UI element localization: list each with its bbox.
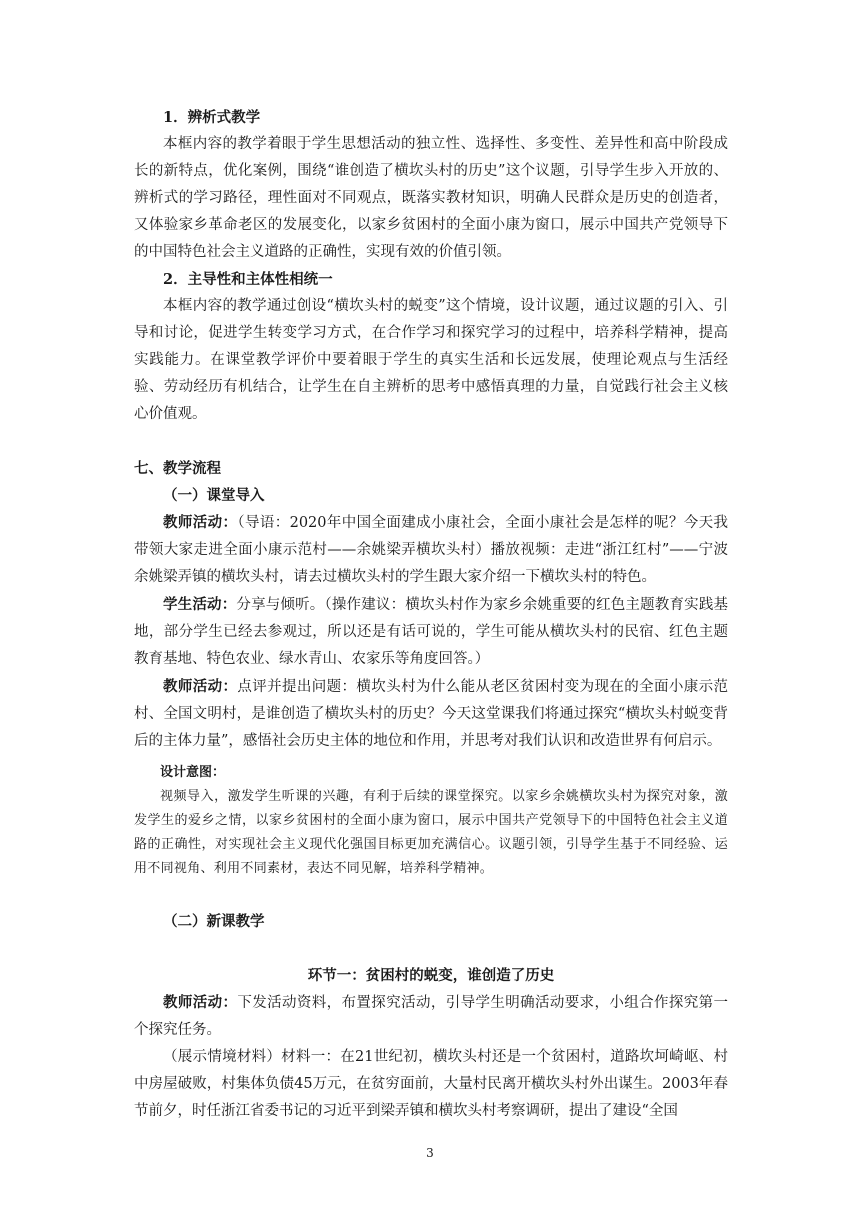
page-content xyxy=(134,104,728,1125)
design-intent-label: 设计意图： xyxy=(160,765,226,780)
section-heading-dialectical-teaching: 1．辨析式教学 xyxy=(163,109,261,126)
paragraph-student-activity xyxy=(134,591,728,673)
paragraph-teacher-activity-3 xyxy=(134,989,728,1044)
page-number: 3 xyxy=(426,1146,434,1160)
section-heading-leading-and-subject: 2．主导性和主体性相统一 xyxy=(163,271,333,288)
teacher-activity-text: （导语：2020年中国全面建成小康社会，全面小康社会是怎样的呢？今天我带领大家走进全面小康示范村——余姚梁弄横坎头村）播放视频：走进“浙江红村”——宁波余姚梁弄镇的横坎头村，请去过横坎头村的学生跟大家介绍一下横坎头村的特色。 xyxy=(134,515,728,585)
link-one-title: 环节一：贫困村的蜕变，谁创造了历史 xyxy=(307,967,555,984)
teacher-activity-text: 下发活动资料，布置探究活动，引导学生明确活动要求，小组合作探究第一个探究任务。 xyxy=(134,995,729,1038)
paragraph-teacher-activity-1 xyxy=(134,509,728,591)
paragraph-teacher-activity-2 xyxy=(134,673,728,755)
design-intent-text: 视频导入，激发学生听课的兴趣，有利于后续的课堂探究。以家乡余姚横坎头村为探究对象，激发学生的爱乡之情，以家乡贫困村的全面小康为窗口，展示中国共产党领导下的中国特色社会主义道路的正确性，对实现社会主义现代化强国目标更加充满信心。议题引领，引导学生基于不同经验、运用不同视角、利用不同素材，表达不同见解，培养科学精神。 xyxy=(134,789,728,876)
subheading-new-lesson: （二）新课教学 xyxy=(163,913,265,930)
spacer xyxy=(134,428,728,455)
teacher-activity-label: 教师活动： xyxy=(163,994,238,1011)
spacer xyxy=(134,881,728,908)
teacher-activity-label: 教师活动： xyxy=(163,678,238,695)
teacher-activity-label: 教师活动： xyxy=(163,514,238,531)
paragraph-material-one: （展示情境材料）材料一：在21世纪初，横坎头村还是一个贫困村，道路坎坷崎岖、村中房屋破败，村集体负债45万元，在贫穷面前，大量村民离开横坎头村外出谋生。2003年春节前夕，时任浙江省委书记的习近平到梁弄镇和横坎头村考察调研，提出了建设“全国 xyxy=(134,1049,728,1119)
student-activity-label: 学生活动： xyxy=(163,596,237,613)
spacer xyxy=(134,935,728,962)
paragraph-leading-and-subject: 本框内容的教学通过创设“横坎头村的蜕变”这个情境，设计议题，通过议题的引入、引导和讨论，促进学生转变学习方式，在合作学习和探究学习的过程中，培养科学精神，提高实践能力。在课堂教学评价中要着眼于学生的真实生活和长远发展，使理论观点与生活经验、劳动经历有机结合，让学生在自主辨析的思考中感悟真理的力量，自觉践行社会主义核心价值观。 xyxy=(134,298,728,422)
student-activity-text: 分享与倾听。（操作建议：横坎头村作为家乡余姚重要的红色主题教育实践基地，部分学生已经去参观过，所以还是有话可说的，学生可能从横坎头村的民宿、红色主题教育基地、特色农业、绿水青山、农家乐等角度回答。） xyxy=(134,597,728,667)
teacher-activity-text: 点评并提出问题：横坎头村为什么能从老区贫困村变为现在的全面小康示范村、全国文明村，是谁创造了横坎头村的历史？今天这堂课我们将通过探究“横坎头村蜕变背后的主体力量”，感悟社会历史主体的地位和作用，并思考对我们认识和改造世界有何启示。 xyxy=(134,679,729,749)
paragraph-dialectical-teaching: 本框内容的教学着眼于学生思想活动的独立性、选择性、多变性、差异性和高中阶段成长的新特点，优化案例，围绕“谁创造了横坎头村的历史”这个议题，引导学生步入开放的、辨析式的学习路径，理性面对不同观点，既落实教材知识，明确人民群众是历史的创造者，又体验家乡革命老区的发展变化，以家乡贫困村的全面小康为窗口，展示中国共产党领导下的中国特色社会主义道路的正确性，实现有效的价值引领。 xyxy=(134,136,728,260)
subheading-class-introduction: （一）课堂导入 xyxy=(163,487,265,504)
section-heading-teaching-process: 七、教学流程 xyxy=(134,460,221,477)
